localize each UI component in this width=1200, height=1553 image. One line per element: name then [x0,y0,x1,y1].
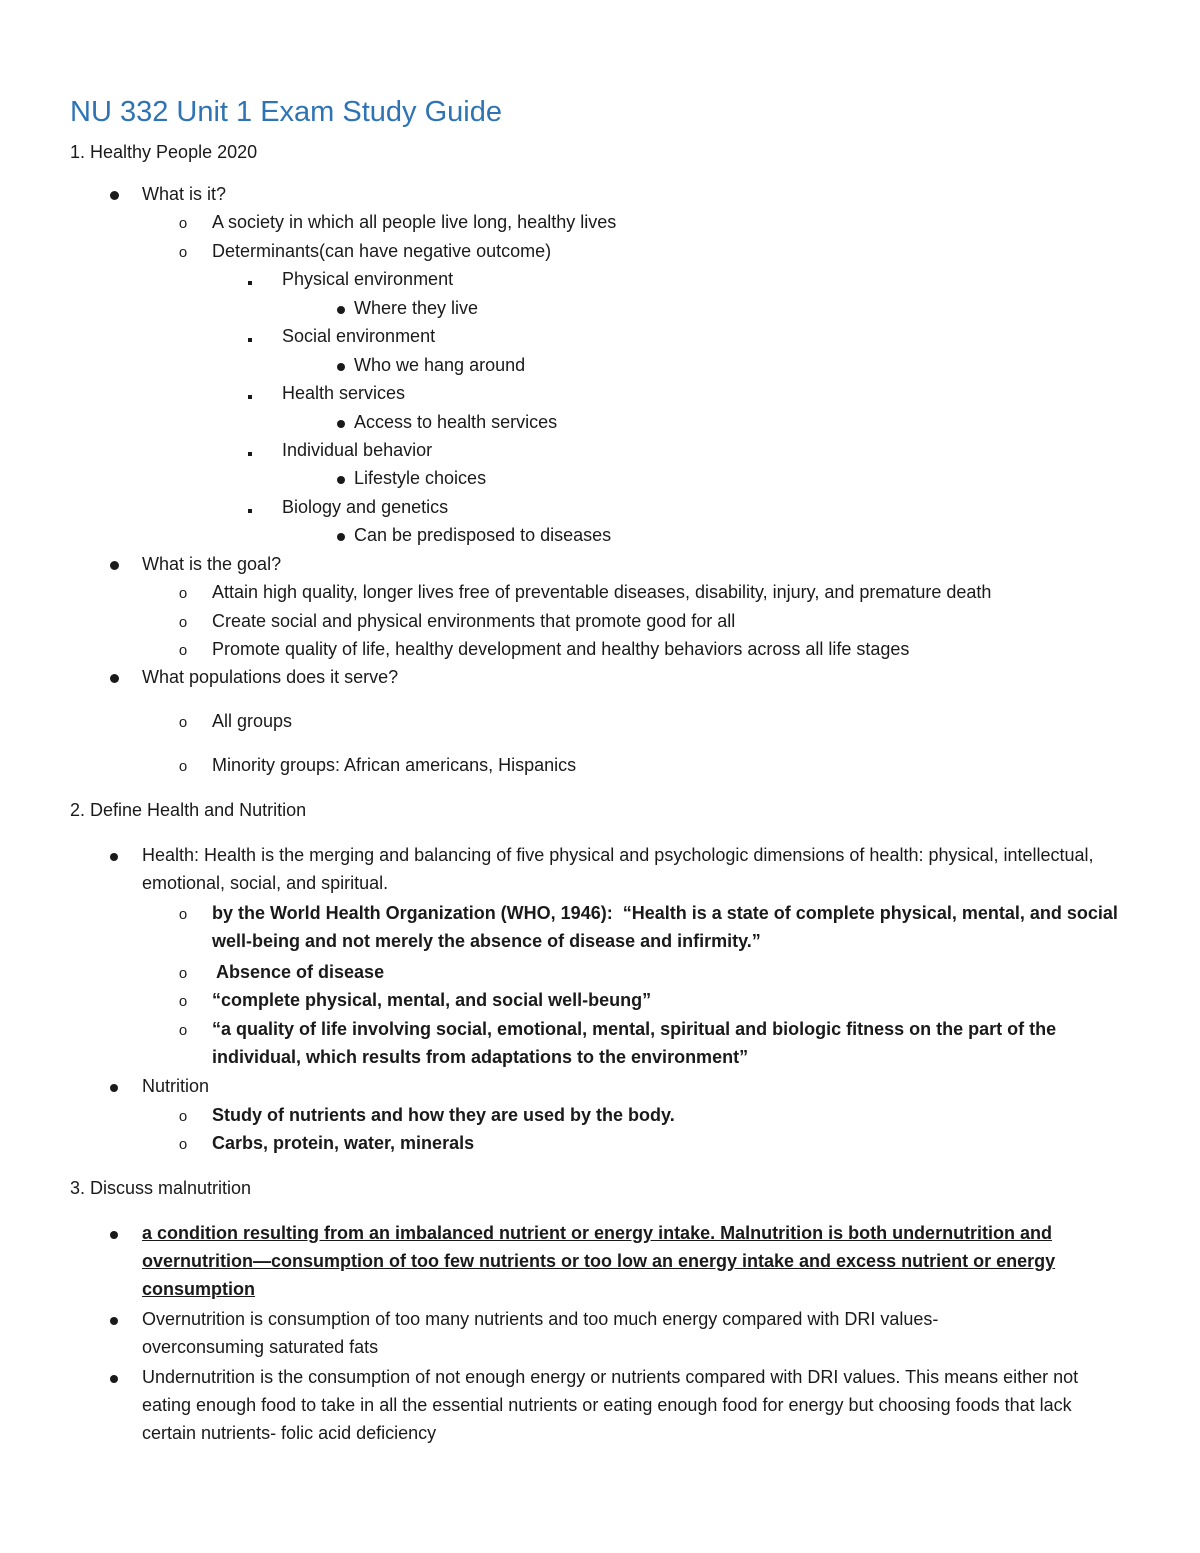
circle-bullet-icon: o [178,585,188,602]
list-item: All groups [212,711,293,731]
list-item: Social environment [282,326,436,346]
bullet-icon [104,663,124,691]
section-heading: 2. Define Health and Nutrition [70,800,307,820]
list-item: Physical environment [282,269,454,289]
bullet-icon [331,464,351,492]
circle-bullet-icon: o [178,1136,188,1153]
list-item: Can be predisposed to diseases [354,525,612,545]
list-item: Health services [282,383,406,403]
list-item: a condition resulting from an imbalanced nutrient or energy intake. Malnutrition is both undernutrition and overnutrition—consumption of too few nutrients or too low an energy intake and excess nutrient or energy consumption [142,1223,1056,1299]
page-title: NU 332 Unit 1 Exam Study Guide [70,96,502,128]
list-item: Undernutrition is the consumption of not enough energy or nutrients compared with DRI values. This means either not eating enough food to take in all the essential nutrients or eating enough food for energy but choosing foods that lack certain nutrients- folic acid deficiency [142,1367,1079,1443]
list-item: What is it? [142,184,227,204]
list-item: Carbs, protein, water, minerals [212,1133,475,1153]
square-bullet-icon [240,436,260,464]
square-bullet-icon [240,379,260,407]
list-item: Nutrition [142,1076,210,1096]
circle-bullet-icon: o [178,614,188,631]
list-item: What populations does it serve? [142,667,399,687]
bullet-icon [331,294,351,322]
list-item: Lifestyle choices [354,468,487,488]
square-bullet-icon [240,493,260,521]
bullet-icon [331,351,351,379]
list-item: Minority groups: African americans, Hispanics [212,755,577,775]
bullet-icon [331,521,351,549]
circle-bullet-icon: o [178,965,188,982]
bullet-icon [104,180,124,208]
list-item: Create social and physical environments that promote good for all [212,611,736,631]
list-item: Where they live [354,298,479,318]
list-item: Overnutrition is consumption of too many nutrients and too much energy compared with DRI values- overconsuming saturated fats [142,1309,939,1357]
section-heading: 3. Discuss malnutrition [70,1178,252,1198]
circle-bullet-icon: o [178,1022,188,1039]
circle-bullet-icon: o [178,244,188,261]
list-item: Determinants(can have negative outcome) [212,241,552,261]
list-item: Who we hang around [354,355,526,375]
list-item: “a quality of life involving social, emotional, mental, spiritual and biologic fitness on the part of the individual, which results from adaptations to the environment” [212,1019,1057,1067]
bullet-icon [104,550,124,578]
circle-bullet-icon: o [178,758,188,775]
list-item: Attain high quality, longer lives free of preventable diseases, disability, injury, and premature death [212,582,992,602]
circle-bullet-icon: o [178,1108,188,1125]
circle-bullet-icon: o [178,906,188,923]
circle-bullet-icon: o [178,215,188,232]
bullet-icon [331,408,351,436]
circle-bullet-icon: o [178,714,188,731]
bullet-icon [104,1363,124,1391]
circle-bullet-icon: o [178,993,188,1010]
list-item: Health: Health is the merging and balancing of five physical and psychologic dimensions of health: physical, intellectual, emotional, social, and spiritual. [142,845,1094,893]
bullet-icon [104,1305,124,1333]
list-item: Promote quality of life, healthy development and healthy behaviors across all life stages [212,639,910,659]
list-item: Absence of disease [216,962,385,982]
who-source: by the World Health Organization (WHO, 1946): [212,903,613,923]
list-item: Individual behavior [282,440,433,460]
who-quote: “Health is a state of complete physical, mental, and social well-being and not merely the absence of disease and infirmity.” [212,903,1118,951]
who-definition [212,899,1127,955]
bullet-icon [104,841,124,869]
list-item: “complete physical, mental, and social well-beung” [212,990,652,1010]
list-item: What is the goal? [142,554,282,574]
bullet-icon [104,1219,124,1247]
section-heading: 1. Healthy People 2020 [70,142,258,162]
list-item: Study of nutrients and how they are used by the body. [212,1105,675,1125]
square-bullet-icon [240,322,260,350]
circle-bullet-icon: o [178,642,188,659]
list-item: A society in which all people live long, healthy lives [212,212,617,232]
square-bullet-icon [240,265,260,293]
bullet-icon [104,1072,124,1100]
list-item: Access to health services [354,412,558,432]
list-item: Biology and genetics [282,497,449,517]
